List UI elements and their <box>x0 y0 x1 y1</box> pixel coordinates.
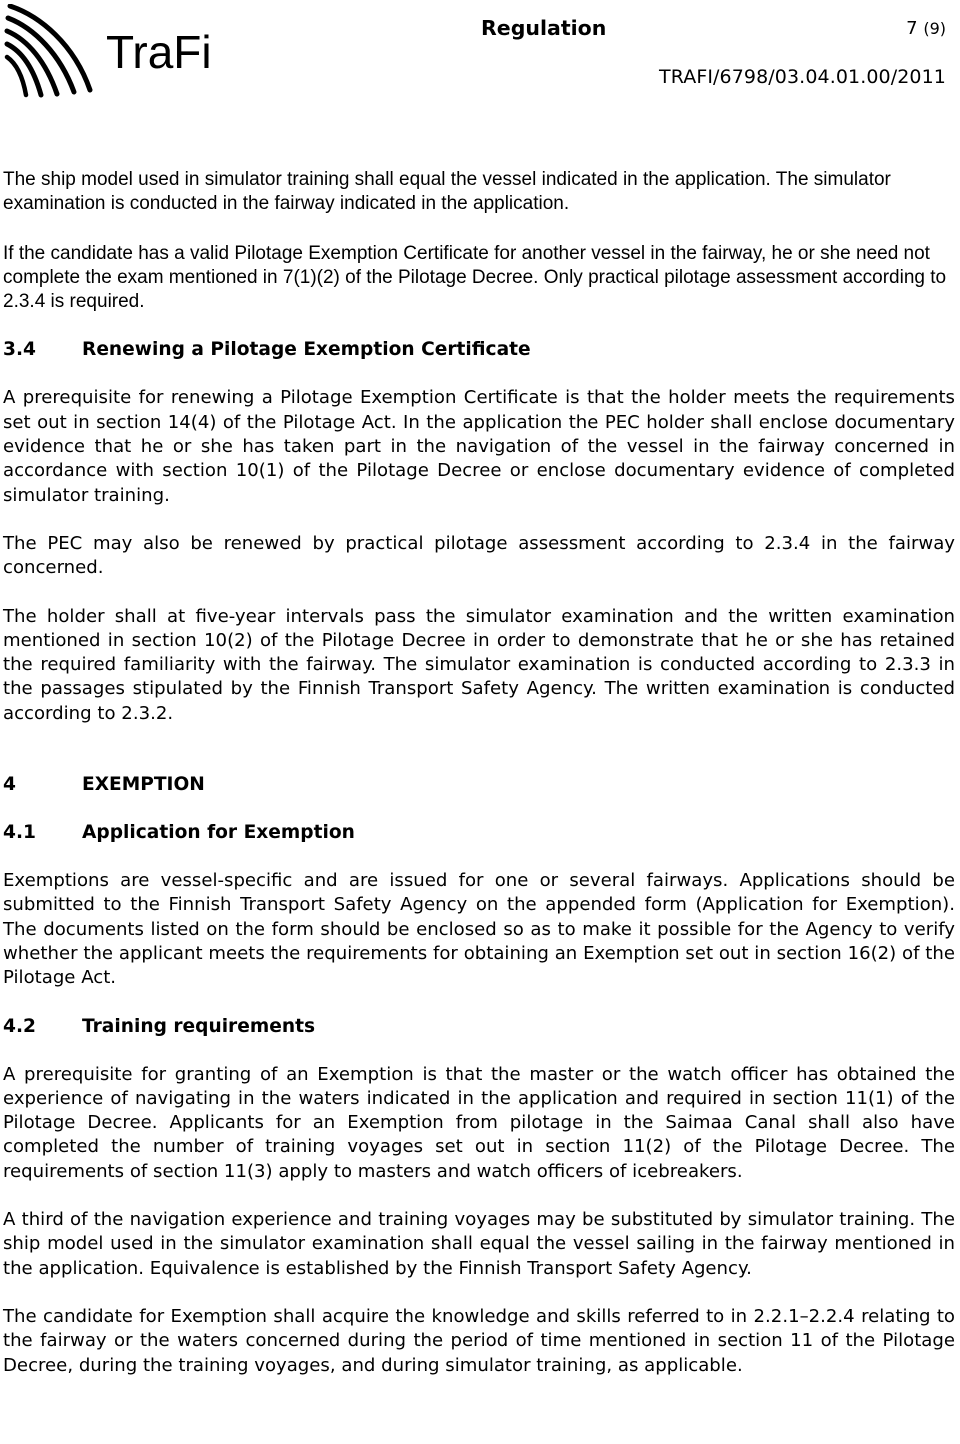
paragraph: The holder shall at five-year intervals pass the simulator examination and the written examination mentioned in section 10(2) of the Pilotage Decree in order to demonstrate that he or she has retained the required familiarity with the fairway. The simulator examination is conducted according to 2.3.3 in the passages stipulated by the Finnish Transport Safety Agency. The written examination is conducted according to 2.3.2. <box>3 605 955 724</box>
trafi-logo <box>4 4 234 99</box>
paragraph: A prerequisite for granting of an Exemption is that the master or the watch officer has obtained the experience of navigating in the waters indicated in the application and required in section 11(1) of the Pilotage Decree. Applicants for an Exemption from pilotage in the Saimaa Canal shall also have completed the number of training voyages set out in section 11(2) of the Pilotage Decree. The requirements of section 11(3) apply to masters and watch officers of icebreakers. <box>3 1063 955 1182</box>
paragraph: The ship model used in simulator training shall equal the vessel indicated in the application. The simulator examination is conducted in the fairway indicated in the application. <box>3 169 891 215</box>
section-title: Application for Exemption <box>82 822 355 844</box>
section-title: EXEMPTION <box>82 774 205 796</box>
page-header <box>0 0 960 110</box>
document-reference: TRAFI/6798/03.04.01.00/2011 <box>658 66 946 88</box>
section-heading-3-4 <box>3 338 955 362</box>
section-title: Training requirements <box>82 1015 316 1037</box>
page-total: (9) <box>923 19 946 38</box>
section-number: 4.1 <box>3 822 36 844</box>
paragraph: Exemptions are vessel-specific and are issued for one or several fairways. Applications should be submitted to the Finnish Transport Safety Agency on the appended form (Application for Exemption). The documents listed on the form should be enclosed so as to make it possible for the Agency to verify whether the applicant meets the requirements for obtaining an Exemption set out in section 16(2) of the Pilotage Act. <box>3 870 955 989</box>
paragraph: The candidate for Exemption shall acquire the knowledge and skills referred to in 2.2.1–2.2.4 relating to the fairway or the waters concerned during the period of time mentioned in section 11 of the Pilotage Decree, during the training voyages, and during simulator training, as applicable. <box>3 1305 955 1376</box>
section-number: 4.2 <box>3 1015 36 1037</box>
paragraph: If the candidate has a valid Pilotage Exemption Certificate for another vessel in the fairway, he or she need not complete the exam mentioned in 7(1)(2) of the Pilotage Decree. Only practical pilotage assessment according to 2.3.4 is required. <box>3 242 947 313</box>
page-number <box>906 18 946 39</box>
paragraph: The PEC may also be renewed by practical pilotage assessment according to 2.3.4 in the fairway concerned. <box>3 532 955 579</box>
document-body <box>3 168 955 1378</box>
section-number: 3.4 <box>3 339 36 361</box>
section-heading-4-2 <box>3 1015 955 1039</box>
paragraph: A prerequisite for renewing a Pilotage Exemption Certificate is that the holder meets the requirements set out in section 14(4) of the Pilotage Act. In the application the PEC holder shall enclose documentary evidence that he or she has taken part in the navigation of the vessel in the fairway concerned in accordance with section 10(1) of the Pilotage Decree or enclose documentary evidence of completed simulator training. <box>3 387 955 506</box>
paragraph: A third of the navigation experience and training voyages may be substituted by simulator training. The ship model used in the simulator examination shall equal the vessel sailing in the fairway mentioned in the application. Equivalence is established by the Finnish Transport Safety Agency. <box>3 1209 955 1279</box>
section-title: Renewing a Pilotage Exemption Certificate <box>82 339 531 361</box>
section-heading-4 <box>3 773 955 797</box>
svg-text:TraFi: TraFi <box>106 26 212 78</box>
section-number: 4 <box>3 774 16 796</box>
page-current: 7 <box>906 18 918 39</box>
document-type: Regulation <box>481 16 607 40</box>
section-heading-4-1 <box>3 821 955 845</box>
